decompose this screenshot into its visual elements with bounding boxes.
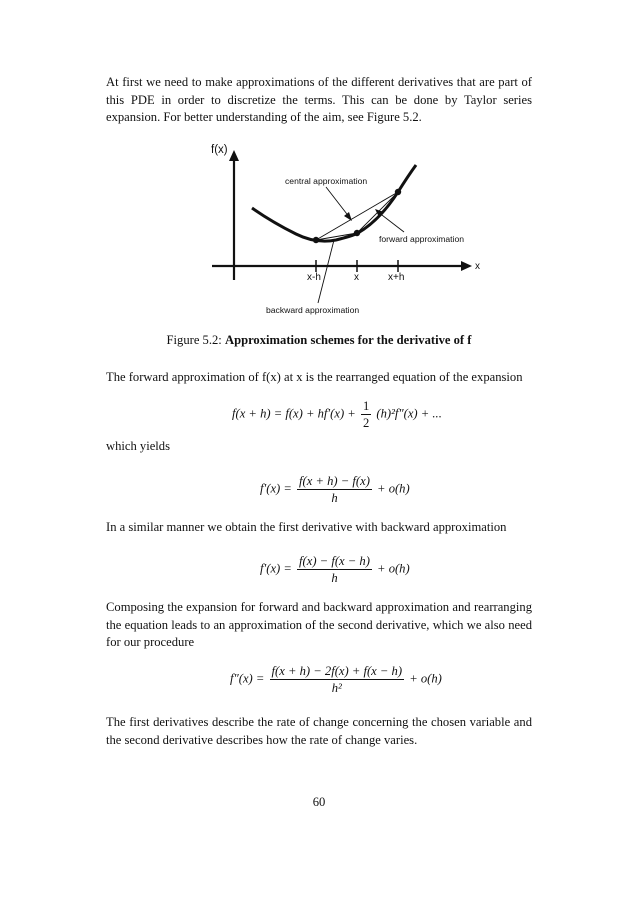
x-axis-label: x bbox=[475, 261, 480, 272]
eq2-fraction bbox=[297, 473, 372, 506]
eq3-fraction bbox=[297, 553, 372, 586]
forward-approximation-label: forward approximation bbox=[379, 234, 465, 244]
equation-backward-difference bbox=[260, 553, 410, 586]
eq1-rhs: (h)²f″(x) + ... bbox=[376, 406, 442, 421]
eq2-lhs: f′(x) = bbox=[260, 481, 292, 496]
eq3-denominator: h bbox=[331, 571, 338, 585]
eq3-rhs: + o(h) bbox=[377, 561, 410, 576]
equation-forward-difference bbox=[260, 473, 410, 506]
x-axis-arrowhead bbox=[461, 261, 472, 271]
eq4-lhs: f″(x) = bbox=[230, 671, 265, 686]
y-axis-arrowhead bbox=[229, 150, 239, 161]
equation-second-derivative bbox=[230, 663, 442, 696]
central-approximation-label: central approximation bbox=[285, 176, 368, 186]
eq4-rhs: + o(h) bbox=[409, 671, 442, 686]
caption-text: Approximation schemes for the derivative of f bbox=[224, 333, 472, 347]
forward-pointer bbox=[378, 212, 404, 232]
tick-label-x-plus-h: x+h bbox=[388, 272, 405, 283]
figure-caption bbox=[0, 333, 638, 348]
backward-approximation-label: backward approximation bbox=[266, 305, 360, 315]
eq1-fraction bbox=[361, 398, 371, 431]
second-derivative-intro: Composing the expansion for forward and backward approximation and rearranging the equation leads to an approximation of the second derivative, which we also need for our procedure bbox=[106, 600, 532, 649]
equation-taylor-expansion bbox=[232, 398, 442, 431]
eq1-numerator: 1 bbox=[362, 399, 370, 413]
eq4-denominator: h² bbox=[331, 681, 342, 695]
forward-intro: The forward approximation of f(x) at x is the rearranged equation of the expansion bbox=[106, 370, 523, 384]
caption-prefix: Figure 5.2: bbox=[166, 333, 222, 347]
tick-label-x-minus-h: x-h bbox=[307, 272, 321, 283]
eq2-denominator: h bbox=[331, 491, 338, 505]
central-pointer bbox=[326, 187, 350, 218]
eq3-lhs: f′(x) = bbox=[260, 561, 292, 576]
eq1-lhs: f(x + h) = f(x) + hf′(x) + bbox=[232, 406, 356, 421]
eq4-fraction bbox=[270, 663, 405, 696]
page-number: 60 bbox=[312, 795, 326, 809]
backward-intro: In a similar manner we obtain the first derivative with backward approximation bbox=[106, 520, 507, 534]
eq1-denominator: 2 bbox=[362, 416, 370, 430]
y-axis-label: f(x) bbox=[211, 144, 228, 156]
closing-paragraph: The first derivatives describe the rate of change concerning the chosen variable and the second derivative describes how the rate of change varies. bbox=[106, 715, 532, 747]
eq4-numerator: f(x + h) − 2f(x) + f(x − h) bbox=[271, 664, 403, 678]
which-yields: which yields bbox=[106, 439, 171, 453]
intro-paragraph: At first we need to make approximations of the different derivatives that are part of this PDE in order to discretize the terms. This can be done by Taylor series expansion. For better understanding of the aim, see Figure 5.2. bbox=[106, 75, 532, 124]
tick-label-x: x bbox=[354, 272, 359, 283]
eq2-numerator: f(x + h) − f(x) bbox=[299, 474, 370, 488]
eq3-numerator: f(x) − f(x − h) bbox=[299, 554, 370, 568]
eq2-rhs: + o(h) bbox=[377, 481, 410, 496]
central-pointer-arrowhead bbox=[344, 212, 352, 221]
